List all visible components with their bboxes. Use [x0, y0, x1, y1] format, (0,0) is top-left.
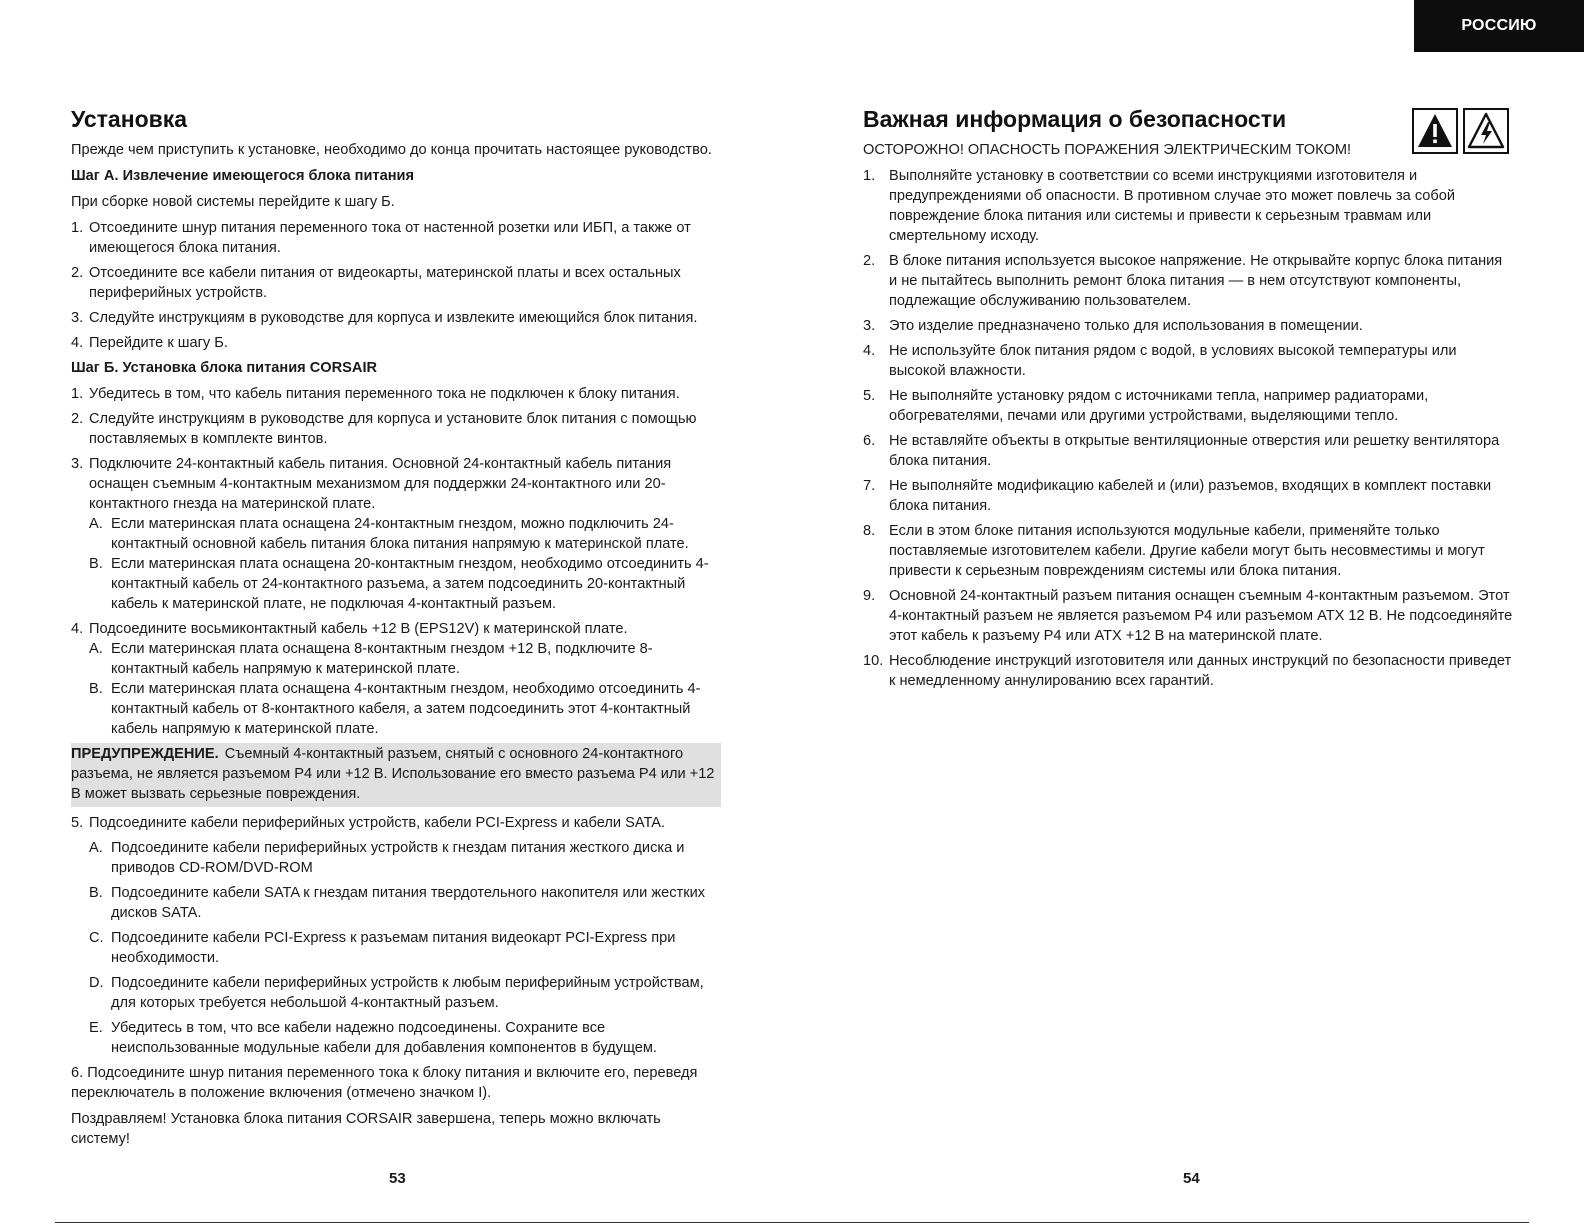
warning-text: Съемный 4-контактный разъем, снятый с основного 24-контактного разъема, не является разъемом P4 или +12 В. Использование его вместо разъема P4 или +12 В может вызвать серьезные повреждения. — [71, 746, 715, 802]
list-number: 3. — [863, 318, 876, 334]
step-a-item-1 — [71, 218, 721, 258]
list-text: Это изделие предназначено только для использования в помещении. — [889, 318, 1363, 334]
list-number: 5. — [863, 388, 876, 404]
list-text: Если материнская плата оснащена 20-контактным гнездом, необходимо отсоединить 4-контактный кабель от 24-контактного разъема, а затем подсоединить 20-контактный кабель к материнской плате, не подключая 4-контактный разъем. — [111, 556, 709, 612]
list-number: 8. — [863, 523, 876, 539]
list-letter: A. — [89, 641, 103, 657]
step-b-item-6: 6. Подсоедините шнур питания переменного тока к блоку питания и включите его, переведя переключатель в положение включения (отмечено значком I). — [71, 1065, 698, 1101]
step-a-heading: Шаг А. Извлечение имеющегося блока питания — [71, 168, 415, 184]
language-tab: РОССИЮ — [1414, 0, 1584, 52]
list-number: 4. — [863, 343, 876, 359]
safety-item-8 — [863, 521, 1513, 581]
list-text: Перейдите к шагу Б. — [89, 335, 228, 351]
step-a-note: При сборке новой системы перейдите к шагу Б. — [71, 194, 395, 210]
safety-item-4 — [863, 341, 1513, 381]
list-text: Если материнская плата оснащена 24-контактным гнездом, можно подключить 24-контактный основной кабель питания блока питания напрямую к материнской плате. — [111, 516, 689, 552]
installation-title: Установка — [71, 106, 188, 132]
list-letter: A. — [89, 516, 103, 532]
list-text: Подсоедините кабели периферийных устройств к любым периферийным устройствам, для которых требуется небольшой 4-контактный разъем. — [111, 975, 704, 1011]
list-letter: B. — [89, 885, 103, 901]
list-text: Не выполняйте модификацию кабелей и (или) разъемов, входящих в комплект поставки блока питания. — [889, 478, 1492, 514]
list-number: 2. — [71, 265, 84, 281]
warning-box — [71, 743, 721, 807]
list-letter: A. — [89, 840, 103, 856]
list-text: Следуйте инструкциям в руководстве для корпуса и установите блок питания с помощью поставляемых в комплекте винтов. — [89, 411, 697, 447]
list-number: 4. — [71, 335, 84, 351]
list-letter: D. — [89, 975, 104, 991]
list-text: Отсоедините все кабели питания от видеокарты, материнской платы и всех остальных периферийных устройств. — [89, 265, 681, 301]
step-b-item-4 — [71, 619, 721, 639]
step-a-item-2 — [71, 263, 721, 303]
step-b-item-5e — [89, 1018, 721, 1058]
list-text: Подсоедините кабели периферийных устройств, кабели PCI-Express и кабели SATA. — [89, 815, 666, 831]
list-text: Убедитесь в том, что все кабели надежно подсоединены. Сохраните все неиспользованные модульные кабели для добавления компонентов в будущем. — [111, 1020, 657, 1056]
safety-item-9 — [863, 586, 1513, 646]
list-number: 6. — [863, 433, 876, 449]
list-text: Выполняйте установку в соответствии со всеми инструкциями изготовителя и предупреждениями об опасности. В противном случае это может повлечь за собой повреждение блока питания или системы и привести к серьезным травмам или смертельному исходу. — [889, 168, 1456, 244]
list-text: Если материнская плата оснащена 8-контактным гнездом +12 В, подключите 8-контактный кабель напрямую к материнской плате. — [111, 641, 653, 677]
list-text: Основной 24-контактный разъем питания оснащен съемным 4-контактным разъемом. Этот 4-контактный разъем не является разъемом P4 или разъемом ATX 12 В. Не подсоединяйте этот кабель к разъему P4 или ATX +12 В на материнской плате. — [889, 588, 1513, 644]
safety-item-3 — [863, 316, 1513, 336]
list-number: 3. — [71, 310, 84, 326]
list-number: 2. — [71, 411, 84, 427]
list-text: Подсоедините кабели периферийных устройств к гнездам питания жесткого диска и приводов CD-ROM/DVD-ROM — [111, 840, 685, 876]
list-number: 2. — [863, 253, 876, 269]
list-text: Если материнская плата оснащена 4-контактным гнездом, необходимо отсоединить 4-контактный кабель от 8-контактного кабеля, а затем подсоединить этот 4-контактный кабель напрямую к материнской плате. — [111, 681, 701, 737]
step-a-item-3 — [71, 308, 721, 328]
list-text: Подсоедините восьмиконтактный кабель +12 В (EPS12V) к материнской плате. — [89, 621, 628, 637]
step-b-item-5 — [71, 813, 721, 833]
safety-title: Важная информация о безопасности — [863, 106, 1287, 132]
step-b-item-3a — [89, 514, 721, 554]
page-number-right: 54 — [1183, 1170, 1200, 1187]
list-text: В блоке питания используется высокое напряжение. Не открывайте корпус блока питания и не пытайтесь выполнить ремонт блока питания — в нем отсутствуют компоненты, подлежащие обслуживанию пользователем. — [889, 253, 1503, 309]
installation-intro: Прежде чем приступить к установке, необходимо до конца прочитать настоящее руководство. — [71, 142, 712, 158]
step-b-item-4a — [89, 639, 721, 679]
step-b-heading: Шаг Б. Установка блока питания CORSAIR — [71, 360, 378, 376]
list-text: Если в этом блоке питания используются модульные кабели, применяйте только поставляемые изготовителем кабели. Другие кабели могут быть несовместимы и могут привести к серьезным повреждениям системы или блока питания. — [889, 523, 1485, 579]
list-number: 1. — [71, 220, 84, 236]
safety-item-1 — [863, 166, 1513, 246]
safety-item-6 — [863, 431, 1513, 471]
list-letter: B. — [89, 556, 103, 572]
list-text: Убедитесь в том, что кабель питания переменного тока не подключен к блоку питания. — [89, 386, 680, 402]
list-text: Несоблюдение инструкций изготовителя или данных инструкций по безопасности приведет к немедленному аннулированию всех гарантий. — [889, 653, 1512, 689]
step-b-item-2 — [71, 409, 721, 449]
list-text: Подключите 24-контактный кабель питания. Основной 24-контактный кабель питания оснащен съемным 4-контактным механизмом для поддержки 24-контактного или 20-контактного гнезда на материнской плате. — [89, 456, 672, 512]
page-number-left: 53 — [389, 1170, 406, 1187]
list-text: Следуйте инструкциям в руководстве для корпуса и извлеките имеющийся блок питания. — [89, 310, 698, 326]
list-letter: C. — [89, 930, 104, 946]
congratulations-text: Поздравляем! Установка блока питания CORSAIR завершена, теперь можно включать систему! — [71, 1111, 661, 1147]
list-letter: E. — [89, 1020, 103, 1036]
list-number: 10. — [863, 653, 884, 669]
list-text: Не вставляйте объекты в открытые вентиляционные отверстия или решетку вентилятора блока питания. — [889, 433, 1500, 469]
list-text: Не выполняйте установку рядом с источниками тепла, например радиаторами, обогревателями, печами или другими устройствами, выделяющими тепло. — [889, 388, 1429, 424]
step-a-item-4 — [71, 333, 721, 353]
step-b-item-4b — [89, 679, 721, 739]
list-text: Подсоедините кабели SATA к гнездам питания твердотельного накопителя или жестких дисков SATA. — [111, 885, 706, 921]
safety-item-10 — [863, 651, 1513, 691]
electric-shock-warning-icon — [1463, 108, 1509, 154]
right-page — [863, 104, 1513, 696]
list-text: Не используйте блок питания рядом с водой, в условиях высокой температуры или высокой влажности. — [889, 343, 1457, 379]
safety-item-2 — [863, 251, 1513, 311]
list-letter: B. — [89, 681, 103, 697]
exclamation-warning-icon — [1412, 108, 1458, 154]
list-number: 1. — [71, 386, 84, 402]
safety-icons — [1412, 108, 1509, 154]
list-number: 1. — [863, 168, 876, 184]
safety-subtitle: ОСТОРОЖНО! ОПАСНОСТЬ ПОРАЖЕНИЯ ЭЛЕКТРИЧЕСКИМ ТОКОМ! — [863, 142, 1352, 158]
safety-item-7 — [863, 476, 1513, 516]
list-text: Отсоедините шнур питания переменного тока от настенной розетки или ИБП, а также от имеющегося блока питания. — [89, 220, 691, 256]
list-number: 3. — [71, 456, 84, 472]
step-b-item-3 — [71, 454, 721, 514]
step-b-item-5b — [89, 883, 721, 923]
step-b-item-5d — [89, 973, 721, 1013]
step-b-item-1 — [71, 384, 721, 404]
bottom-rule — [55, 1222, 1529, 1223]
warning-label: ПРЕДУПРЕЖДЕНИЕ. — [71, 746, 219, 762]
list-number: 5. — [71, 815, 84, 831]
left-page — [71, 104, 721, 1155]
list-number: 9. — [863, 588, 876, 604]
step-b-item-5a — [89, 838, 721, 878]
list-number: 4. — [71, 621, 84, 637]
step-b-item-3b — [89, 554, 721, 614]
list-number: 7. — [863, 478, 876, 494]
list-text: Подсоедините кабели PCI-Express к разъемам питания видеокарт PCI-Express при необходимости. — [111, 930, 676, 966]
safety-item-5 — [863, 386, 1513, 426]
step-b-item-5c — [89, 928, 721, 968]
